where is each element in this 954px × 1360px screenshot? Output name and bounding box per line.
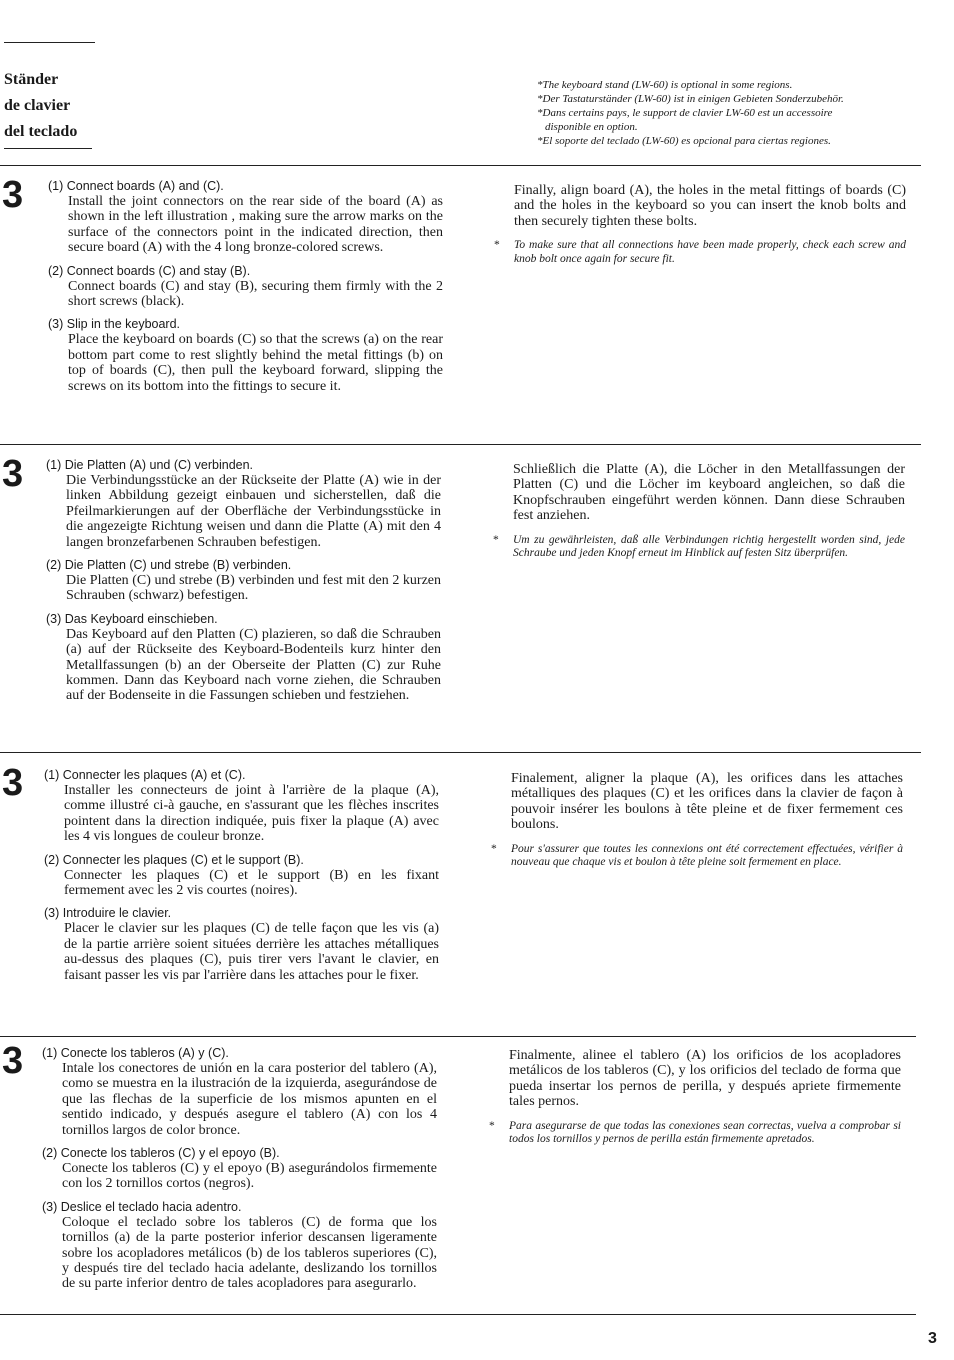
final-en-text: Finally, align board (A), the holes in the metal fittings of boards (C) and the holes in the keyboard so you can insert the knob bolts and then securely tighten these bolts. xyxy=(514,183,906,229)
final-es-note-text: Para asegurarse de que todas las conexiones sean correctas, vuelva a comprobar si todos los tornillos y pernos de perilla están firmemente apretados. xyxy=(509,1119,901,1146)
final-en xyxy=(494,183,906,266)
optional-notes xyxy=(537,78,907,148)
step-number-fr: 3 xyxy=(2,762,24,804)
note-star: * xyxy=(491,842,497,855)
section-rule-4 xyxy=(0,1314,916,1315)
step-de xyxy=(46,457,441,711)
note-fr-2: disponible en option. xyxy=(545,121,638,133)
title-line-1: Ständer xyxy=(4,71,59,88)
step-es-sub1-text: Intale los conectores de unión en la cara posterior del tablero (A), como se muestra en la ilustración de la izquierda, asegurándose de que las flechas de la superficie de los mismos apunten en el sentido indicado, y después asegure el tablero (A) con los 4 tornillos largos de color bronce. xyxy=(62,1061,437,1138)
step-fr-sub1-title: (1) Connecter les plaques (A) et (C). xyxy=(44,768,246,782)
note-es: *El soporte del teclado (LW-60) es opcional para ciertas regiones. xyxy=(537,135,831,147)
note-star: * xyxy=(493,533,499,546)
step-en-sub1-text: Install the joint connectors on the rear side of the board (A) as shown in the left illustration , making sure the arrow marks on the surface of the connectors point in the indicated direction, then secure board (A) with the 4 long bronze-colored screws. xyxy=(68,194,443,256)
step-en-sub3-text: Place the keyboard on boards (C) so that the screws (a) on the rear bottom part come to rest slightly behind the metal fittings (b) on top of boards (C), then pull the keyboard forward, slipping the screws on its bottom into the fittings to secure it. xyxy=(68,332,443,394)
step-de-sub2-text: Die Platten (C) und strebe (B) verbinden und fest mit den 2 kurzen Schrauben (schwarz) befestigen. xyxy=(66,573,441,604)
note-star: * xyxy=(489,1119,495,1132)
step-fr-sub3-title: (3) Introduire le clavier. xyxy=(44,906,172,921)
step-de-sub1-title: (1) Die Platten (A) und (C) verbinden. xyxy=(46,458,254,472)
page-number: 3 xyxy=(928,1330,937,1347)
step-en-sub2-title: (2) Connect boards (C) and stay (B). xyxy=(48,263,251,278)
step-de-sub3-text: Das Keyboard auf den Platten (C) plazieren, so daß die Schrauben (a) auf der Rückseite des Keyboard-Bodenteils kurz hinter den Metallfassungen (b) an der Oberseite der Platten (C) zur Ruhe kommen. Dann das Keyboard nach vorne ziehen, die Schrauben auf der Bodenseite in die Fassungen schieben und festziehen. xyxy=(66,626,441,704)
final-fr-note-text: Pour s'assurer que toutes les connexions ont été correctement effectuées, vérifier à nouveau que chaque vis et boulon à tête pleine soit fermement en place. xyxy=(511,842,903,869)
step-fr-sub3-text: Placer le clavier sur les plaques (C) de telle façon que les vis (a) de la partie arrière soient situées derrière les attaches métalliques au-dessus des plaques (C), puis tirer vers l'avant le clavier, en faisant passer les vis par l'arrière dans les attaches pour le fixer. xyxy=(64,921,439,983)
step-en-sub1-title: (1) Connect boards (A) and (C). xyxy=(48,179,224,193)
final-fr-note xyxy=(491,842,903,870)
page-title xyxy=(4,67,77,145)
note-en: *The keyboard stand (LW-60) is optional in some regions. xyxy=(537,79,793,91)
title-line-3: del teclado xyxy=(4,123,78,140)
section-rule-2 xyxy=(0,752,921,753)
header-top-rule xyxy=(4,42,95,43)
final-es-note xyxy=(489,1119,901,1147)
final-de-text: Schließlich die Platte (A), die Löcher in den Metallfassungen der Platten (C) und die Löcher im keyboard angleichen, so daß die Knopfschrauben eingeführt werden können. Dann diese Schrauben fest anziehen. xyxy=(513,462,905,524)
step-es xyxy=(42,1045,437,1299)
final-es xyxy=(489,1048,901,1147)
section-rule-1 xyxy=(0,444,921,445)
step-en xyxy=(48,178,443,401)
step-number-es: 3 xyxy=(2,1040,24,1082)
step-number-en: 3 xyxy=(2,174,24,216)
step-es-sub2-title: (2) Conecte los tableros (C) y el epoyo (B). xyxy=(42,1146,280,1161)
step-fr-sub1-text: Installer les connecteurs de joint à l'arrière de la plaque (A), comme illustré ci-à gauche, en s'assurant que les flèches inscrites pointent dans la direction indiquée, puis fixer la plaque (A) avec les 4 vis longues de couleur bronze. xyxy=(64,783,439,845)
final-en-note-text: To make sure that all connections have been made properly, check each screw and knob bolt once again for secure fit. xyxy=(514,239,906,265)
section-rule-3 xyxy=(0,1036,916,1037)
step-es-sub3-text: Coloque el teclado sobre los tableros (C) de forma que los tornillos (a) de la parte posterior inferior descansen ligeramente sobre los acopladores metálicos (b) de los tableros superiores (C), y después tire del teclado hacia adelante, deslizando los tornillos de su parte inferior dentro de tales acopladores para asegurarlo. xyxy=(62,1214,437,1292)
final-de-note-text: Um zu gewährleisten, daß alle Verbindungen richtig hergestellt worden sind, jede Schraube und jeden Knopf erneut im Hinblick auf festen Sitz überprüfen. xyxy=(513,533,905,560)
note-star: * xyxy=(494,239,500,252)
title-line-2: de clavier xyxy=(4,97,71,114)
final-de xyxy=(493,462,905,561)
step-number-de: 3 xyxy=(2,453,24,495)
step-fr-sub2-title: (2) Connecter les plaques (C) et le support (B). xyxy=(44,852,304,867)
final-de-note xyxy=(493,533,905,561)
final-fr xyxy=(491,771,903,870)
final-fr-text: Finalement, aligner la plaque (A), les orifices dans les attaches métalliques des plaques (C) et les orifices dans la clavier de façon à pouvoir insérer les boulons à tête pleine et de fixer fermement ces boulons. xyxy=(511,771,903,833)
step-en-sub3-title: (3) Slip in the keyboard. xyxy=(48,317,181,332)
final-en-note xyxy=(494,239,906,266)
step-fr xyxy=(44,767,439,990)
note-fr-1: *Dans certains pays, le support de clavier LW-60 est un accessoire xyxy=(537,107,833,119)
step-es-sub2-text: Conecte los tableros (C) y el epoyo (B) asegurándolos firmemente con los 2 tornillos cortos (negros). xyxy=(62,1161,437,1192)
note-de: *Der Tastaturständer (LW-60) ist in einigen Gebieten Sonderzubehör. xyxy=(537,93,844,105)
step-fr-sub2-text: Connecter les plaques (C) et le support (B) en les fixant fermement avec les 2 vis courtes (noires). xyxy=(64,867,439,899)
section-rule-0 xyxy=(0,165,921,166)
step-de-sub3-title: (3) Das Keyboard einschieben. xyxy=(46,611,218,626)
step-es-sub1-title: (1) Conecte los tableros (A) y (C). xyxy=(42,1046,229,1060)
step-de-sub2-title: (2) Die Platten (C) und strebe (B) verbinden. xyxy=(46,558,292,573)
final-es-text: Finalmente, alinee el tablero (A) los orificios de los acopladores metálicos de los tableros (C), y los orificios del teclado de forma que pueda insertar los pernos de perilla, y después apriete firmemente tales pernos. xyxy=(509,1048,901,1110)
step-es-sub3-title: (3) Deslice el teclado hacia adentro. xyxy=(42,1199,242,1214)
step-de-sub1-text: Die Verbindungsstücke an der Rückseite der Platte (A) wie in der linken Abbildung gezeigt einbauen und sicherstellen, daß die Pfeilmarkierungen auf der Oberfläche der Verbindungsstücke in die angezeigte Richtung weisen und dann die Platte (A) mit den 4 langen bronzefarbenen Schrauben befestigen. xyxy=(66,473,441,550)
step-en-sub2-text: Connect boards (C) and stay (B), securing them firmly with the 2 short screws (black). xyxy=(68,278,443,310)
title-underline xyxy=(4,148,92,149)
